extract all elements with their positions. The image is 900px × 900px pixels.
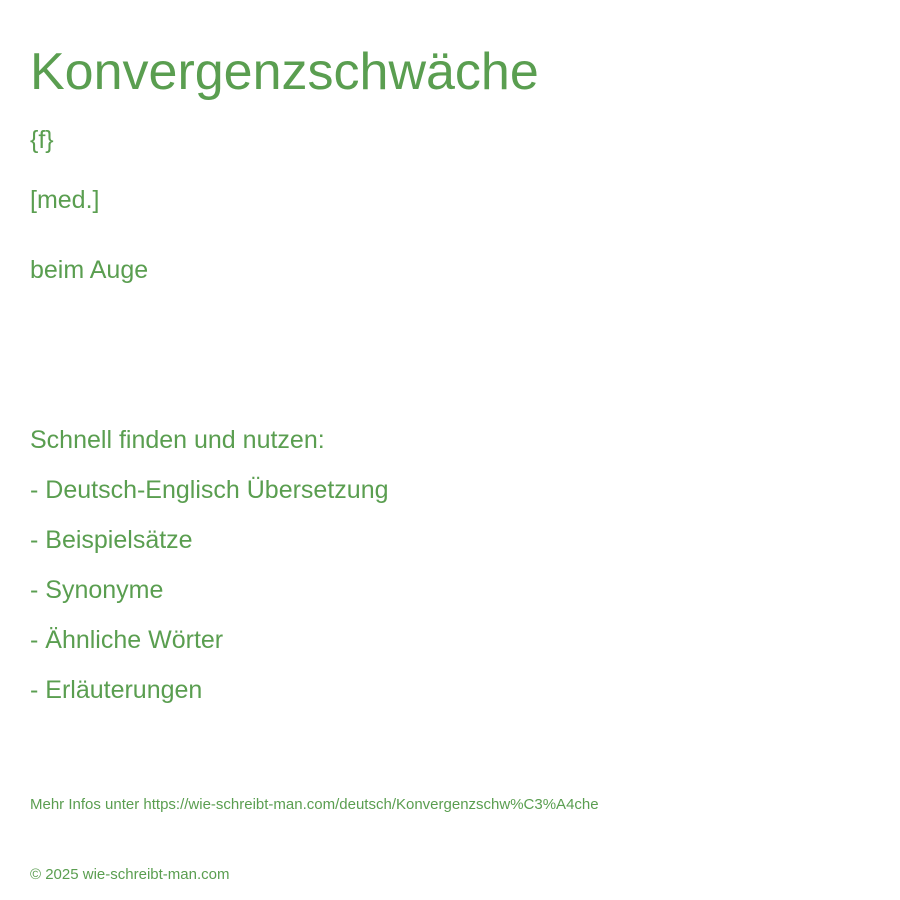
domain-label: [med.]: [30, 186, 100, 214]
more-info-url: Mehr Infos unter https://wie-schreibt-man.com/deutsch/Konvergenzschw%C3%A4che: [30, 796, 599, 813]
headword-title: Konvergenzschwäche: [30, 43, 539, 101]
promo-item-explanations: - Erläuterungen: [30, 676, 203, 704]
promo-item-example-sentences: - Beispielsätze: [30, 526, 193, 554]
promo-item-synonyms: - Synonyme: [30, 576, 164, 604]
promo-item-similar-words: - Ähnliche Wörter: [30, 626, 224, 654]
promo-heading: Schnell finden und nutzen:: [30, 426, 325, 454]
gender-label: {f}: [30, 126, 54, 154]
promo-item-translation: - Deutsch-Englisch Übersetzung: [30, 476, 389, 504]
copyright-notice: © 2025 wie-schreibt-man.com: [30, 866, 230, 883]
meaning-text: beim Auge: [30, 256, 149, 284]
promo-list: [30, 474, 389, 724]
